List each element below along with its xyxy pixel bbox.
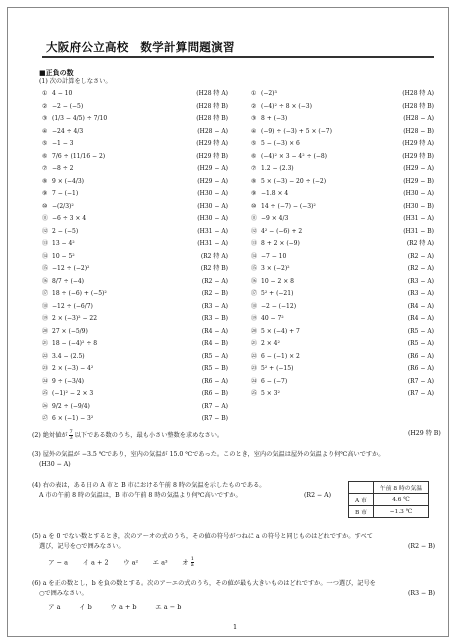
- option: ア − a: [48, 558, 68, 567]
- problem-item: [251, 339, 434, 349]
- problem-expression: 2 − (−5): [52, 227, 79, 235]
- problem-item: [42, 377, 228, 387]
- problem-source: (H28 − A): [197, 127, 228, 135]
- problem-item: [42, 402, 228, 412]
- option-fraction: [191, 557, 194, 568]
- problem-number: ㉕: [42, 390, 49, 397]
- problem-item: [42, 202, 228, 212]
- problem-expression: 6 × (−1) − 3²: [52, 415, 94, 422]
- problem-number: ㉒: [251, 352, 258, 360]
- problem-source: (R2 − B): [201, 290, 228, 297]
- problem-item: [251, 202, 434, 212]
- problem-expression: (−1)² − 2 × 3: [52, 390, 94, 397]
- problem-source: (H31 − A): [197, 240, 228, 247]
- fraction-numerator: 1: [190, 556, 194, 562]
- option: イ b: [79, 603, 92, 611]
- problem-item: [251, 102, 434, 112]
- problem-expression: 4² − (−6) + 2: [261, 227, 303, 235]
- problem-item: [251, 377, 434, 387]
- question-6-line-1: (6) a を正の数とし，b を負の数とする。次のア〜エの式のうち，その値が最も大きいものはどれですか。一つ選び，記号を: [32, 580, 376, 587]
- problem-item: [251, 164, 434, 174]
- problem-expression: −12 ÷ (−6/7): [52, 302, 93, 310]
- problem-item: [251, 127, 434, 137]
- problem-source: (H31 − A): [403, 215, 434, 222]
- problem-item: [251, 114, 434, 124]
- problem-source: (H28 特 B): [196, 102, 228, 110]
- problem-item: [42, 164, 228, 174]
- question-2-fraction: [69, 430, 72, 441]
- problem-expression: 5 × 3²: [261, 390, 280, 397]
- problem-expression: −12 ÷ (−2)²: [52, 265, 90, 272]
- problem-number: ㉒: [42, 352, 49, 360]
- problem-expression: (−9) ÷ (−3) + 5 × (−7): [261, 127, 332, 135]
- table-cell: 4.6 ℃: [373, 494, 428, 506]
- fraction-denominator: a: [190, 562, 194, 568]
- problem-item: [42, 152, 228, 162]
- problem-number: ㉑: [251, 340, 258, 347]
- problem-expression: 18 − (−4)² ÷ 8: [52, 340, 98, 347]
- problem-source: (H29 − A): [197, 165, 228, 172]
- problem-number: ⑭: [42, 252, 49, 260]
- problem-number: ⑬: [251, 240, 258, 247]
- problem-source: (H29 − B): [403, 177, 434, 185]
- problem-number: ⑨: [251, 190, 257, 197]
- question-1-prompt: (1) 次の計算をしなさい。: [39, 78, 112, 85]
- problem-source: (R5 − A): [407, 327, 434, 335]
- problem-number: ⑦: [251, 165, 257, 172]
- problem-item: [251, 264, 434, 274]
- problem-number: ③: [42, 115, 48, 122]
- problem-source: (R6 − A): [407, 365, 434, 372]
- problem-number: ⑮: [42, 265, 49, 272]
- problem-item: [42, 327, 228, 337]
- problem-source: (H30 − A): [197, 190, 228, 197]
- option: オ: [182, 558, 189, 567]
- problem-item: [42, 389, 228, 399]
- problem-number: ⑨: [42, 190, 48, 197]
- problem-number: ⑰: [42, 290, 49, 297]
- problem-expression: 1.2 − (2.3): [261, 165, 294, 172]
- problem-item: [251, 289, 434, 299]
- problem-expression: (−4)² × 3 − 4² ÷ (−8): [261, 152, 328, 160]
- problem-item: [42, 177, 228, 187]
- table-row-label: B 市: [349, 506, 374, 518]
- problem-number: ㉖: [42, 402, 49, 410]
- problem-source: (H28 特 A): [402, 90, 434, 97]
- problem-item: [42, 364, 228, 374]
- page-header: [42, 38, 434, 58]
- problem-number: ③: [251, 115, 257, 122]
- problem-source: (H28 特 A): [196, 90, 228, 97]
- problem-item: [42, 127, 228, 137]
- problem-number: ⑱: [251, 302, 258, 310]
- problem-expression: (1/3 − 4/5) ÷ 7/10: [52, 115, 108, 122]
- problem-item: [251, 327, 434, 337]
- problem-item: [42, 264, 228, 274]
- problem-expression: −9 × 4/3: [261, 215, 289, 222]
- problem-source: (R2 特 A): [406, 240, 434, 247]
- question-5-line-2: 選び，記号を○で囲みなさい。: [39, 543, 125, 550]
- problem-expression: 5 × (−3) − 20 ÷ (−2): [261, 177, 327, 185]
- problem-number: ⑲: [42, 315, 49, 322]
- question-3-line-2: (H30 − A): [39, 461, 71, 468]
- question-4-source: (R2 − A): [304, 492, 332, 499]
- problem-expression: −24 ÷ 4/3: [52, 127, 84, 135]
- temperature-table: [348, 481, 429, 518]
- problem-number: ⑪: [251, 215, 258, 222]
- problem-number: ②: [42, 102, 48, 110]
- problem-source: (R2 特 A): [200, 252, 228, 260]
- problem-source: (R4 − A): [407, 302, 434, 310]
- problem-number: ⑤: [251, 140, 257, 147]
- problem-number: ④: [251, 127, 257, 135]
- problem-expression: −(2/3)²: [52, 202, 74, 210]
- problem-source: (H28 特 B): [196, 115, 228, 122]
- problem-expression: 7/6 ÷ (11/16 − 2): [52, 152, 106, 160]
- problem-number: ②: [251, 102, 257, 110]
- problem-item: [251, 189, 434, 199]
- problem-item: [42, 289, 228, 299]
- question-2-text-b: 以下である数のうち，最も小さい整数を求めなさい。: [74, 432, 224, 439]
- problem-item: [42, 352, 228, 362]
- problem-number: ①: [251, 90, 257, 97]
- problem-item: [42, 89, 228, 99]
- problem-expression: 27 × (−5/9): [52, 327, 88, 335]
- option: イ a + 2: [82, 558, 109, 567]
- problem-number: ⑤: [42, 140, 48, 147]
- problem-source: (R7 − A): [201, 402, 228, 410]
- section-title: ■正負の数: [39, 69, 74, 77]
- problem-number: ⑦: [42, 165, 48, 172]
- problem-source: (R3 − A): [407, 290, 434, 297]
- problem-item: [251, 277, 434, 287]
- problem-source: (H30 − B): [403, 202, 434, 210]
- problem-number: ⑪: [42, 215, 49, 222]
- problem-item: [251, 214, 434, 224]
- problem-expression: 9 ÷ (−3/4): [52, 377, 85, 385]
- question-5-options: [48, 557, 194, 568]
- problem-number: ㉗: [42, 415, 49, 422]
- problem-item: [251, 364, 434, 374]
- option: ウ a²: [123, 558, 139, 567]
- question-4-line-1: (4) 右の表は，ある日の A 市と B 市における午前 8 時の気温を示したものである。: [32, 482, 266, 489]
- problem-expression: −8 ÷ 2: [52, 165, 74, 172]
- page-number: 1: [233, 623, 238, 631]
- problem-item: [42, 114, 228, 124]
- question-2-text-a: (2) 絶対値が: [32, 432, 68, 439]
- problem-source: (R4 − B): [201, 340, 228, 347]
- problem-expression: 13 − 4²: [52, 240, 75, 247]
- problem-expression: 4 − 10: [52, 90, 73, 97]
- problem-source: (R4 − A): [201, 327, 228, 335]
- problem-expression: 9/2 ÷ (−9/4): [52, 402, 90, 410]
- problem-expression: (−4)² ÷ 8 × (−3): [261, 102, 312, 110]
- problem-item: [251, 152, 434, 162]
- problem-source: (H30 − A): [197, 202, 228, 210]
- problem-expression: 8 + (−3): [261, 115, 288, 122]
- problem-number: ㉓: [251, 365, 258, 372]
- problem-item: [251, 389, 434, 399]
- problem-source: (R6 − A): [201, 377, 228, 385]
- problem-number: ⑯: [42, 277, 49, 285]
- problem-item: [42, 139, 228, 149]
- question-2-source: (H29 特 B): [408, 430, 441, 437]
- problem-number: ⑱: [42, 302, 49, 310]
- problem-number: ⑫: [42, 227, 49, 235]
- problem-expression: 2 × 4²: [261, 340, 280, 347]
- problem-number: ㉔: [42, 377, 49, 385]
- problem-source: (R7 − A): [407, 390, 434, 397]
- problem-number: ⑳: [251, 327, 258, 335]
- problem-source: (R2 特 B): [200, 265, 228, 272]
- problem-expression: −1 − 3: [52, 140, 74, 147]
- option: ア a: [48, 603, 61, 611]
- problem-source: (R2 − A): [201, 277, 228, 285]
- problem-number: ⑯: [251, 277, 258, 285]
- problem-number: ①: [42, 90, 48, 97]
- problem-source: (H29 特 A): [402, 140, 434, 147]
- problem-expression: −2 − (−12): [261, 302, 297, 310]
- problem-source: (R5 − B): [201, 365, 228, 372]
- problem-number: ④: [42, 127, 48, 135]
- problem-item: [251, 139, 434, 149]
- problem-source: (H29 特 B): [402, 152, 434, 160]
- problem-expression: 5² + (−21): [261, 290, 294, 297]
- problem-source: (R2 − A): [407, 252, 434, 260]
- problem-item: [251, 177, 434, 187]
- question-5-line-1: (5) a を 0 でない数とするとき，次のア〜オの式のうち，その値の符号がつねに a の符号と同じものはどれですか。すべて: [32, 533, 373, 540]
- question-4-line-2: A 市の午前 8 時の気温は，B 市の午前 8 時の気温より何℃高いですか。: [39, 492, 242, 499]
- problem-item: [42, 339, 228, 349]
- problem-expression: (−2)³: [261, 90, 277, 97]
- problem-number: ⑧: [42, 177, 48, 185]
- problem-item: [42, 414, 228, 424]
- problem-number: ⑬: [42, 240, 49, 247]
- problem-expression: 3 × (−2)²: [261, 265, 290, 272]
- problem-item: [42, 314, 228, 324]
- table-corner: [349, 482, 374, 494]
- problem-source: (R6 − B): [201, 390, 228, 397]
- problem-expression: 2 × (−3) − 4²: [52, 365, 94, 372]
- option: エ a − b: [155, 603, 182, 611]
- problem-source: (H31 − B): [403, 227, 434, 235]
- option: エ a³: [152, 558, 168, 567]
- problem-expression: 40 − 7²: [261, 315, 284, 322]
- problem-source: (H30 − A): [197, 215, 228, 222]
- problem-source: (R2 − A): [407, 265, 434, 272]
- problem-source: (H31 − A): [197, 227, 228, 235]
- problem-item: [251, 252, 434, 262]
- problem-item: [251, 314, 434, 324]
- problem-expression: 9 × (−4/3): [52, 177, 85, 185]
- problem-source: (R5 − A): [407, 340, 434, 347]
- problem-expression: −6 ÷ 3 × 4: [52, 215, 87, 222]
- problem-number: ⑰: [251, 290, 258, 297]
- fraction-numerator: 7: [69, 429, 73, 435]
- problem-number: ⑥: [251, 152, 257, 160]
- problem-source: (R3 − B): [201, 315, 228, 322]
- problem-expression: 5² + (−15): [261, 365, 294, 372]
- problem-item: [42, 189, 228, 199]
- problem-expression: 18 ÷ (−6) + (−5)²: [52, 290, 107, 297]
- problem-item: [251, 302, 434, 312]
- table-header: 午前 8 時の気温: [373, 482, 428, 494]
- problem-source: (H30 − A): [403, 190, 434, 197]
- problem-expression: 10 − 5²: [52, 252, 75, 260]
- problem-item: [42, 102, 228, 112]
- problem-expression: 10 − 2 × 8: [261, 277, 294, 285]
- problem-number: ⑩: [42, 202, 48, 210]
- problem-source: (H29 − A): [403, 165, 434, 172]
- problem-source: (H28 特 B): [402, 102, 434, 110]
- table-cell: −1.3 ℃: [373, 506, 428, 518]
- question-3-line-1: (3) 屋外の気温が −3.5 ℃であり，室内の気温が 15.0 ℃であった。このとき，室内の気温は屋外の気温より何℃高いですか。: [32, 451, 385, 458]
- problem-item: [42, 214, 228, 224]
- problem-source: (H28 − A): [403, 115, 434, 122]
- problem-expression: 5 × (−4) + 7: [261, 327, 300, 335]
- problem-expression: −7 − 10: [261, 252, 287, 260]
- worksheet-page: [7, 7, 449, 637]
- problem-source: (H28 − B): [403, 127, 434, 135]
- page-title: 大阪府公立高校 数学計算問題演習: [46, 40, 235, 54]
- option: ウ a + b: [110, 603, 137, 611]
- problem-expression: 8 + 2 × (−9): [261, 240, 300, 247]
- problem-item: [251, 352, 434, 362]
- problem-number: ⑮: [251, 265, 258, 272]
- problem-source: (R7 − A): [407, 377, 434, 385]
- problem-item: [42, 227, 228, 237]
- problem-source: (R6 − A): [407, 352, 434, 360]
- problem-number: ⑧: [251, 177, 257, 185]
- problem-expression: −1.8 × 4: [261, 190, 289, 197]
- problem-number: ⑩: [251, 202, 257, 210]
- problem-number: ⑫: [251, 227, 258, 235]
- problem-expression: 7 − (−1): [52, 190, 79, 197]
- problem-item: [42, 277, 228, 287]
- problem-item: [251, 227, 434, 237]
- fraction-denominator: 3: [69, 435, 73, 441]
- problem-expression: 3.4 − (2.5): [52, 352, 85, 360]
- problem-source: (H29 特 B): [196, 152, 228, 160]
- problem-item: [42, 302, 228, 312]
- question-6-line-2: ○で囲みなさい。: [39, 590, 88, 597]
- problem-source: (R3 − A): [407, 277, 434, 285]
- problem-expression: −2 − (−5): [52, 102, 84, 110]
- problem-number: ⑲: [251, 315, 258, 322]
- problem-item: [42, 252, 228, 262]
- problem-item: [42, 239, 228, 249]
- problem-item: [251, 239, 434, 249]
- problem-number: ㉓: [42, 365, 49, 372]
- question-2: [32, 430, 223, 441]
- table-row-label: A 市: [349, 494, 374, 506]
- problem-expression: 6 − (−1) × 2: [261, 352, 300, 360]
- problem-source: (H29 − A): [197, 177, 228, 185]
- problem-source: (R4 − A): [407, 315, 434, 322]
- problem-number: ㉔: [251, 377, 258, 385]
- problem-expression: 6 − (−7): [261, 377, 288, 385]
- problem-number: ㉑: [42, 340, 49, 347]
- problem-expression: 14 ÷ (−7) − (−3)²: [261, 202, 316, 210]
- problem-source: (H29 特 A): [196, 140, 228, 147]
- problem-number: ⑥: [42, 152, 48, 160]
- question-5-source: (R2 − B): [408, 543, 436, 550]
- problem-expression: 2 × (−3)² − 22: [52, 315, 98, 322]
- problem-source: (R3 − A): [201, 302, 228, 310]
- problem-source: (R5 − A): [201, 352, 228, 360]
- problem-number: ⑭: [251, 252, 258, 260]
- problem-expression: 8/7 ÷ (−4): [52, 277, 85, 285]
- problem-number: ⑳: [42, 327, 49, 335]
- problem-source: (R7 − B): [201, 415, 228, 422]
- question-6-source: (R3 − B): [408, 590, 436, 597]
- problem-item: [251, 89, 434, 99]
- problem-expression: 5 − (−3) × 6: [261, 140, 300, 147]
- question-6-options: [48, 602, 181, 611]
- problem-number: ㉕: [251, 390, 258, 397]
